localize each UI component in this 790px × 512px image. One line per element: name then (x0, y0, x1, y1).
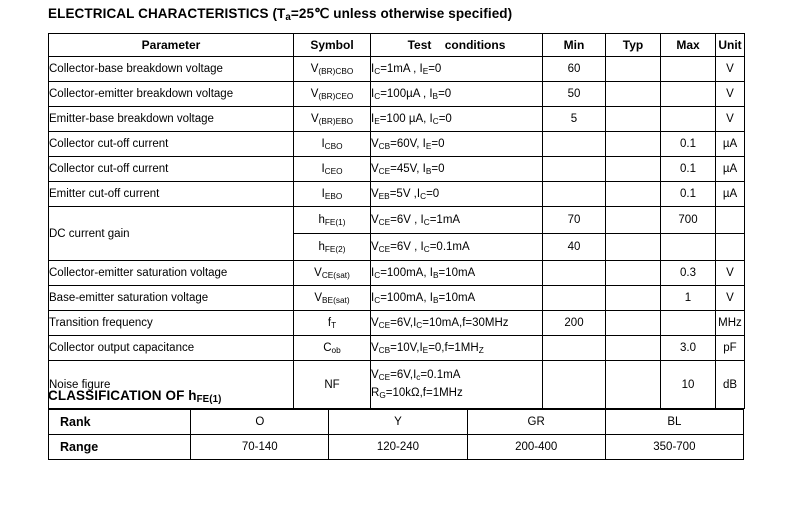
classification-value-cell: 200-400 (467, 435, 605, 460)
test-conditions-cell: $V_{CE}=6V$ , $I_C=0.1mA$ (371, 234, 543, 261)
unit-cell (716, 234, 745, 261)
max-cell (661, 107, 716, 132)
max-cell: 1 (661, 286, 716, 311)
table-row (49, 311, 745, 336)
typ-cell (606, 57, 661, 82)
electrical-title-prefix: ELECTRICAL CHARACTERISTICS (T (48, 6, 286, 21)
typ-cell (606, 286, 661, 311)
typ-cell (606, 207, 661, 234)
unit-cell: V (716, 261, 745, 286)
classification-value-cell: O (191, 410, 329, 435)
max-cell (661, 82, 716, 107)
table-row (49, 261, 745, 286)
typ-cell (606, 261, 661, 286)
parameter-cell: DC current gain (49, 207, 294, 261)
unit-cell: V (716, 286, 745, 311)
unit-cell: pF (716, 336, 745, 361)
symbol-cell: $V_{(BR)CEO}$ (294, 82, 371, 107)
unit-cell: µA (716, 182, 745, 207)
min-cell: 60 (543, 57, 606, 82)
parameter-cell: Collector cut-off current (49, 157, 294, 182)
parameter-cell: Collector-emitter breakdown voltage (49, 82, 294, 107)
min-cell: 40 (543, 234, 606, 261)
header-typ: Typ (606, 34, 661, 57)
max-cell (661, 57, 716, 82)
table-row (49, 57, 745, 82)
table-header-row (49, 34, 745, 57)
test-conditions-cell: $V_{CE}=6V,I_C=10mA,f=30MHz$ (371, 311, 543, 336)
test-conditions-cell: $V_{CE}=45V$, $I_B=0$ (371, 157, 543, 182)
header-min: Min (543, 34, 606, 57)
classification-value-cell: GR (467, 410, 605, 435)
parameter-cell: Emitter-base breakdown voltage (49, 107, 294, 132)
typ-cell (606, 361, 661, 409)
symbol-cell: $h_{FE(1)}$ (294, 207, 371, 234)
min-cell (543, 182, 606, 207)
test-conditions-cell: $I_C=100mA$, $I_B=10mA$ (371, 286, 543, 311)
header-conditions: Test conditions (371, 34, 543, 57)
electrical-characteristics-table (48, 33, 745, 409)
parameter-cell: Base-emitter saturation voltage (49, 286, 294, 311)
unit-cell: V (716, 82, 745, 107)
table-row (49, 336, 745, 361)
min-cell (543, 336, 606, 361)
max-cell: 0.3 (661, 261, 716, 286)
test-conditions-cell: $I_C=100\mu A$ , $I_B=0$ (371, 82, 543, 107)
classification-value-cell: 120-240 (329, 435, 467, 460)
test-conditions-cell: $I_C=1mA$ , $I_E=0$ (371, 57, 543, 82)
classification-row-label: Range (49, 435, 191, 460)
classification-value-cell: Y (329, 410, 467, 435)
symbol-cell: $f_T$ (294, 311, 371, 336)
test-conditions-cell: $V_{EB}=5V$ $,I_C=0$ (371, 182, 543, 207)
header-parameter: Parameter (49, 34, 294, 57)
table-row (49, 286, 745, 311)
parameter-cell: Collector cut-off current (49, 132, 294, 157)
typ-cell (606, 234, 661, 261)
min-cell (543, 157, 606, 182)
unit-cell: µA (716, 132, 745, 157)
table-row (49, 182, 745, 207)
typ-cell (606, 336, 661, 361)
symbol-cell: $C_{ob}$ (294, 336, 371, 361)
max-cell (661, 234, 716, 261)
test-conditions-cell: $V_{CE}=6V$ , $I_C=1mA$ (371, 207, 543, 234)
classification-value-cell: 70-140 (191, 435, 329, 460)
max-cell: 0.1 (661, 182, 716, 207)
min-cell (543, 286, 606, 311)
max-cell: 0.1 (661, 157, 716, 182)
max-cell: 10 (661, 361, 716, 409)
classification-title-prefix: CLASSIFICATION OF h (48, 388, 197, 403)
header-max: Max (661, 34, 716, 57)
typ-cell (606, 107, 661, 132)
min-cell (543, 132, 606, 157)
table-row (49, 157, 745, 182)
classification-table-body (49, 410, 744, 460)
min-cell (543, 361, 606, 409)
min-cell (543, 261, 606, 286)
typ-cell (606, 132, 661, 157)
classification-title-subscript: FE(1) (196, 394, 222, 406)
symbol-cell: $V_{CE(sat)}$ (294, 261, 371, 286)
unit-cell (716, 207, 745, 234)
test-conditions-cell: $V_{CB}=60V$, $I_E=0$ (371, 132, 543, 157)
symbol-cell: $h_{FE(2)}$ (294, 234, 371, 261)
electrical-characteristics-title (48, 6, 512, 22)
header-symbol: Symbol (294, 34, 371, 57)
symbol-cell: $V_{(BR)CBO}$ (294, 57, 371, 82)
typ-cell (606, 82, 661, 107)
electrical-table-body (49, 57, 745, 409)
unit-cell: V (716, 107, 745, 132)
electrical-title-suffix: =25℃ unless otherwise specified) (290, 6, 513, 21)
unit-cell: dB (716, 361, 745, 409)
typ-cell (606, 311, 661, 336)
max-cell: 3.0 (661, 336, 716, 361)
test-conditions-cell: $V_{CE}=6V,I_c=0.1mA$ $R_G=10k\Omega,f=1MHz$ (371, 361, 543, 409)
table-row (49, 410, 744, 435)
unit-cell: µA (716, 157, 745, 182)
test-conditions-cell: $I_E=100$ µA, $I_C=0$ (371, 107, 543, 132)
parameter-cell: Emitter cut-off current (49, 182, 294, 207)
parameter-cell: Collector-base breakdown voltage (49, 57, 294, 82)
symbol-cell: $I_{CEO}$ (294, 157, 371, 182)
typ-cell (606, 157, 661, 182)
typ-cell (606, 182, 661, 207)
symbol-cell: $I_{CBO}$ (294, 132, 371, 157)
max-cell (661, 311, 716, 336)
symbol-cell: $I_{EBO}$ (294, 182, 371, 207)
test-conditions-cell: $I_C=100mA$, $I_B=10mA$ (371, 261, 543, 286)
table-row (49, 107, 745, 132)
electrical-title-subscript: a (285, 12, 291, 24)
parameter-cell: Transition frequency (49, 311, 294, 336)
unit-cell: V (716, 57, 745, 82)
max-cell: 0.1 (661, 132, 716, 157)
table-row (49, 82, 745, 107)
min-cell: 70 (543, 207, 606, 234)
unit-cell: MHz (716, 311, 745, 336)
parameter-cell: Collector output capacitance (49, 336, 294, 361)
classification-value-cell: BL (605, 410, 743, 435)
hfe-classification-table (48, 409, 744, 460)
symbol-cell: NF (294, 361, 371, 409)
header-unit: Unit (716, 34, 745, 57)
table-row (49, 207, 745, 234)
min-cell: 50 (543, 82, 606, 107)
min-cell: 5 (543, 107, 606, 132)
test-conditions-cell: $V_{CB}=10V,I_E=0,f=1MH_Z$ (371, 336, 543, 361)
table-row (49, 435, 744, 460)
classification-value-cell: 350-700 (605, 435, 743, 460)
table-row (49, 132, 745, 157)
min-cell: 200 (543, 311, 606, 336)
parameter-cell: Collector-emitter saturation voltage (49, 261, 294, 286)
classification-title (48, 388, 222, 406)
symbol-cell: $V_{BE(sat)}$ (294, 286, 371, 311)
max-cell: 700 (661, 207, 716, 234)
parameter-cell: Noise figure (49, 361, 294, 409)
classification-row-label: Rank (49, 410, 191, 435)
symbol-cell: $V_{(BR)EBO}$ (294, 107, 371, 132)
